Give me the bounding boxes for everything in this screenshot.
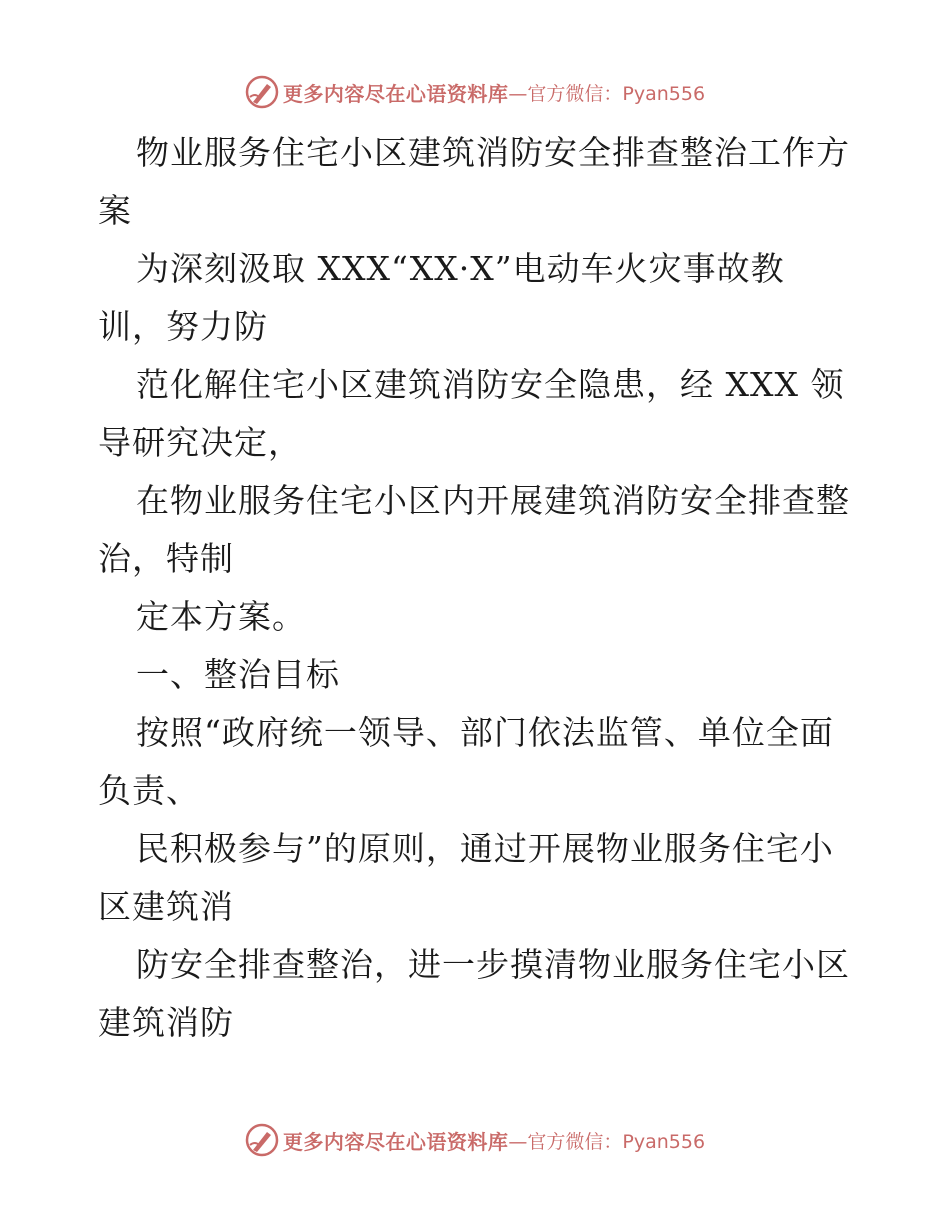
- quill-logo-icon: [245, 75, 279, 109]
- watermark-wechat: —官方微信：Pyan556: [508, 82, 706, 105]
- watermark-wechat: —官方微信：Pyan556: [508, 1130, 706, 1153]
- text-line: 按照“政府统一领导、部门依法监管、单位全面: [136, 713, 834, 752]
- watermark-banner-top: [0, 72, 950, 112]
- document-body: [98, 124, 858, 1052]
- text-line: 民积极参与”的原则，通过开展物业服务住宅小: [136, 829, 834, 868]
- text-line: 范化解住宅小区建筑消防安全隐患，经 XXX 领: [136, 365, 845, 404]
- text-line: 导研究决定，: [98, 423, 302, 462]
- watermark-banner-bottom: [0, 1120, 950, 1160]
- text-line: 建筑消防: [98, 1003, 234, 1042]
- title-line-2: 案: [98, 191, 132, 230]
- section-heading: 一、整治目标: [136, 655, 340, 694]
- watermark-site-name: 更多内容尽在心语资料库: [282, 81, 509, 106]
- title-line-1: 物业服务住宅小区建筑消防安全排查整治工作方: [136, 133, 850, 172]
- text-line: 防安全排查整治，进一步摸清物业服务住宅小区: [136, 945, 850, 984]
- text-line: 训，努力防: [98, 307, 268, 346]
- text-line: 治，特制: [98, 539, 234, 578]
- text-line: 定本方案。: [136, 597, 306, 636]
- text-line: 区建筑消: [98, 887, 234, 926]
- text-line: 为深刻汲取 XXX“XX·X”电动车火灾事故教: [136, 249, 785, 288]
- watermark-site-name: 更多内容尽在心语资料库: [282, 1129, 509, 1154]
- text-line: 负责、: [98, 771, 200, 810]
- text-line: 在物业服务住宅小区内开展建筑消防安全排查整: [136, 481, 850, 520]
- quill-logo-icon: [245, 1123, 279, 1157]
